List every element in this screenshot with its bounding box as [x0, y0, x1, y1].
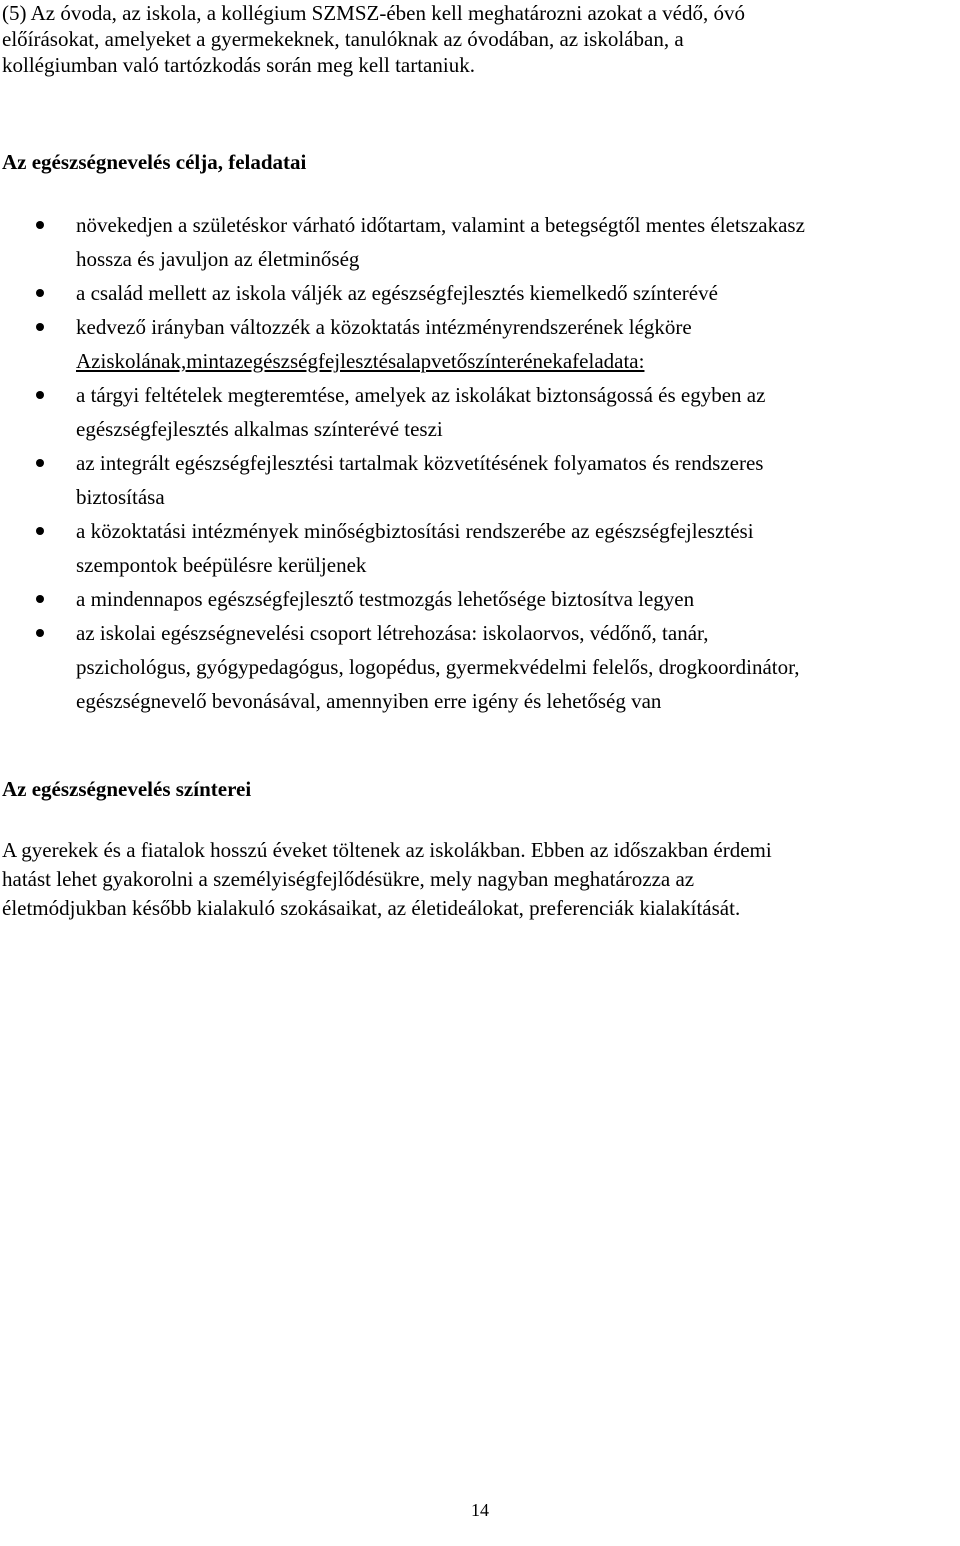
underlined-text: Aziskolának,mintazegészségfejlesztésalapvetőszínterénekafeladata:	[76, 349, 645, 373]
bullet-icon	[36, 595, 44, 603]
list-item	[0, 208, 958, 276]
section-heading-settings: Az egészségnevelés színterei	[2, 777, 252, 801]
bullet-icon	[36, 459, 44, 467]
paragraph-line: hatást lehet gyakorolni a személyiségfejlődésükre, mely nagyban meghatározza az	[2, 867, 695, 891]
paragraph-line: életmódjukban később kialakuló szokásaikat, az életideálokat, preferenciák kialakítását.	[2, 896, 741, 920]
list-item-text: az iskolai egészségnevelési csoport létrehozása: iskolaorvos, védőnő, tanár,	[76, 621, 709, 645]
goals-list	[0, 208, 958, 718]
list-item	[0, 514, 958, 582]
paragraph-line: A gyerekek és a fiatalok hosszú éveket töltenek az iskolákban. Ebben az időszakban érdemi	[2, 838, 772, 862]
list-item-text: hossza és javuljon az életminőség	[76, 247, 360, 271]
list-item	[0, 310, 958, 344]
list-item-text: a közoktatási intézmények minőségbiztosítási rendszerébe az egészségfejlesztési	[76, 519, 754, 543]
intro-line: előírásokat, amelyeket a gyermekeknek, tanulóknak az óvodában, az iskolában, a	[2, 27, 684, 51]
bullet-icon	[36, 221, 44, 229]
list-item-text: pszichológus, gyógypedagógus, logopédus, gyermekvédelmi felelős, drogkoordinátor,	[76, 655, 800, 679]
list-item	[0, 582, 958, 616]
settings-paragraph	[2, 836, 952, 923]
section-heading-goals: Az egészségnevelés célja, feladatai	[2, 150, 307, 174]
list-item-text: a mindennapos egészségfejlesztő testmozgás lehetősége biztosítva legyen	[76, 587, 695, 611]
bullet-icon	[36, 391, 44, 399]
bullet-icon	[36, 629, 44, 637]
list-item-text: egészségfejlesztés alkalmas színterévé teszi	[76, 417, 443, 441]
underlined-subheading	[0, 344, 958, 378]
list-item-text: a tárgyi feltételek megteremtése, amelyek az iskolákat biztonságossá és egyben az	[76, 383, 766, 407]
intro-line: kollégiumban való tartózkodás során meg kell tartaniuk.	[2, 53, 475, 77]
list-item-text: biztosítása	[76, 485, 165, 509]
list-item-text: egészségnevelő bevonásával, amennyiben erre igény és lehetőség van	[76, 689, 662, 713]
page-number: 14	[471, 1500, 489, 1520]
intro-paragraph	[2, 0, 952, 78]
list-item-text: a család mellett az iskola váljék az egészségfejlesztés kiemelkedő színterévé	[76, 281, 718, 305]
list-item-text: szempontok beépülésre kerüljenek	[76, 553, 367, 577]
list-item	[0, 276, 958, 310]
list-item	[0, 616, 958, 718]
intro-line: (5) Az óvoda, az iskola, a kollégium SZMSZ-ében kell meghatározni azokat a védő, óvó	[2, 1, 745, 25]
bullet-icon	[36, 323, 44, 331]
bullet-icon	[36, 527, 44, 535]
list-item-text: növekedjen a születéskor várható időtartam, valamint a betegségtől mentes életszakasz	[76, 213, 805, 237]
list-item	[0, 378, 958, 446]
list-item-text: kedvező irányban változzék a közoktatás intézményrendszerének légköre	[76, 315, 692, 339]
list-item	[0, 446, 958, 514]
list-item-text: az integrált egészségfejlesztési tartalmak közvetítésének folyamatos és rendszeres	[76, 451, 764, 475]
bullet-icon	[36, 289, 44, 297]
